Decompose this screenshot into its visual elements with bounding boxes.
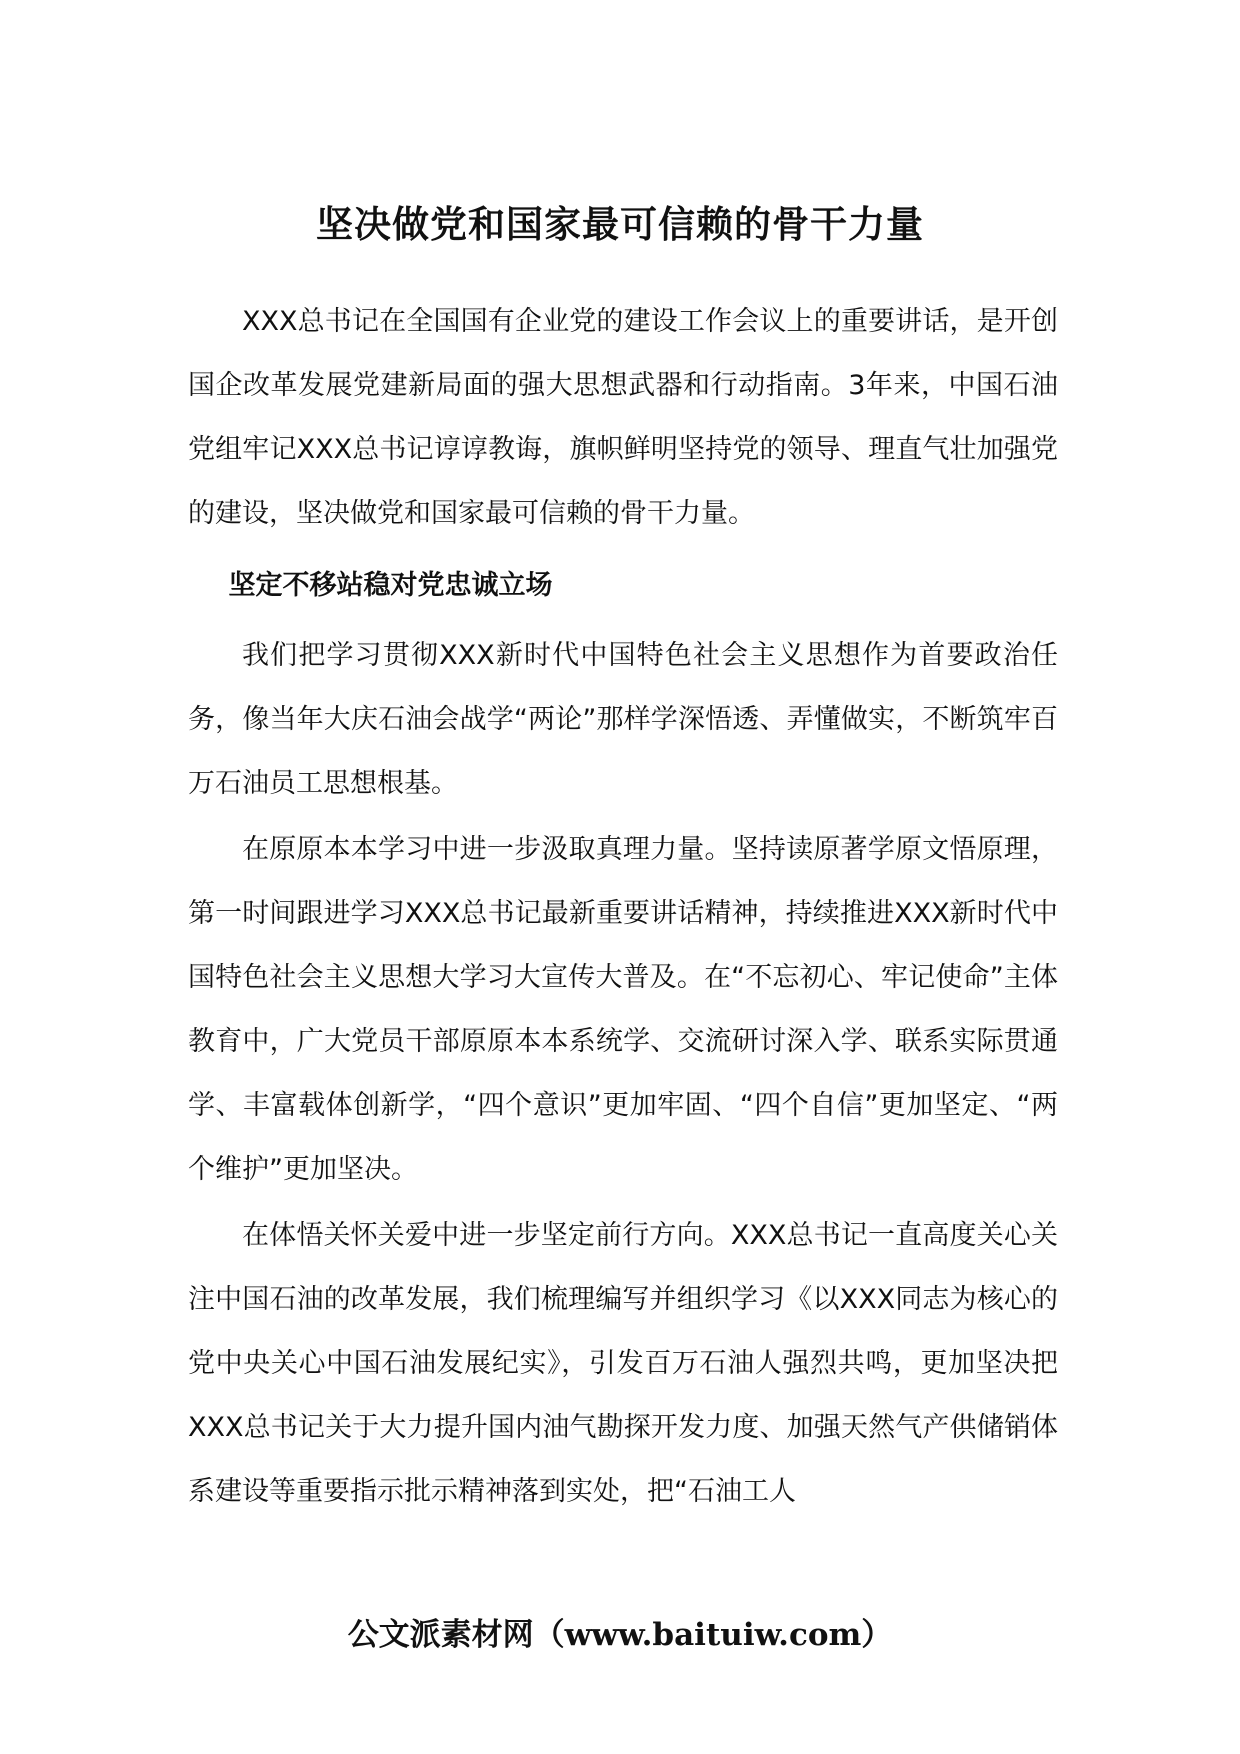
document-body xyxy=(188,290,1058,1526)
body-paragraph: 在原原本本学习中进一步汲取真理力量。坚持读原著学原文悟原理，第一时间跟进学习XXX总书记最新重要讲话精神，持续推进XXX新时代中国特色社会主义思想大学习大宣传大普及。在“不忘初心、牢记使命”主体教育中，广大党员干部原原本本系统学、交流研讨深入学、联系实际贯通学、丰富载体创新学，“四个意识”更加牢固、“四个自信”更加坚定、“两个维护”更加坚决。 xyxy=(188,834,1058,1185)
body-paragraph: 我们把学习贯彻XXX新时代中国特色社会主义思想作为首要政治任务，像当年大庆石油会战学“两论”那样学深悟透、弄懂做实，不断筑牢百万石油员工思想根基。 xyxy=(188,640,1058,799)
document-title: 坚决做党和国家最可信赖的骨干力量 xyxy=(316,203,924,246)
footer-watermark: 公文派素材网（www.baituiw.com） xyxy=(347,1617,893,1653)
intro-paragraph: XXX总书记在全国国有企业党的建设工作会议上的重要讲话，是开创国企改革发展党建新局面的强大思想武器和行动指南。3年来，中国石油党组牢记XXX总书记谆谆教诲，旗帜鲜明坚持党的领导、理直气壮加强党的建设，坚决做党和国家最可信赖的骨干力量。 xyxy=(188,306,1058,529)
body-paragraph: 在体悟关怀关爱中进一步坚定前行方向。XXX总书记一直高度关心关注中国石油的改革发展，我们梳理编写并组织学习《以XXX同志为核心的党中央关心中国石油发展纪实》，引发百万石油人强烈共鸣，更加坚决把XXX总书记关于大力提升国内油气勘探开发力度、加强天然气产供储销体系建设等重要指示批示精神落到实处，把“石油工人 xyxy=(188,1220,1058,1507)
section-subheading: 坚定不移站稳对党忠诚立场 xyxy=(228,570,553,601)
